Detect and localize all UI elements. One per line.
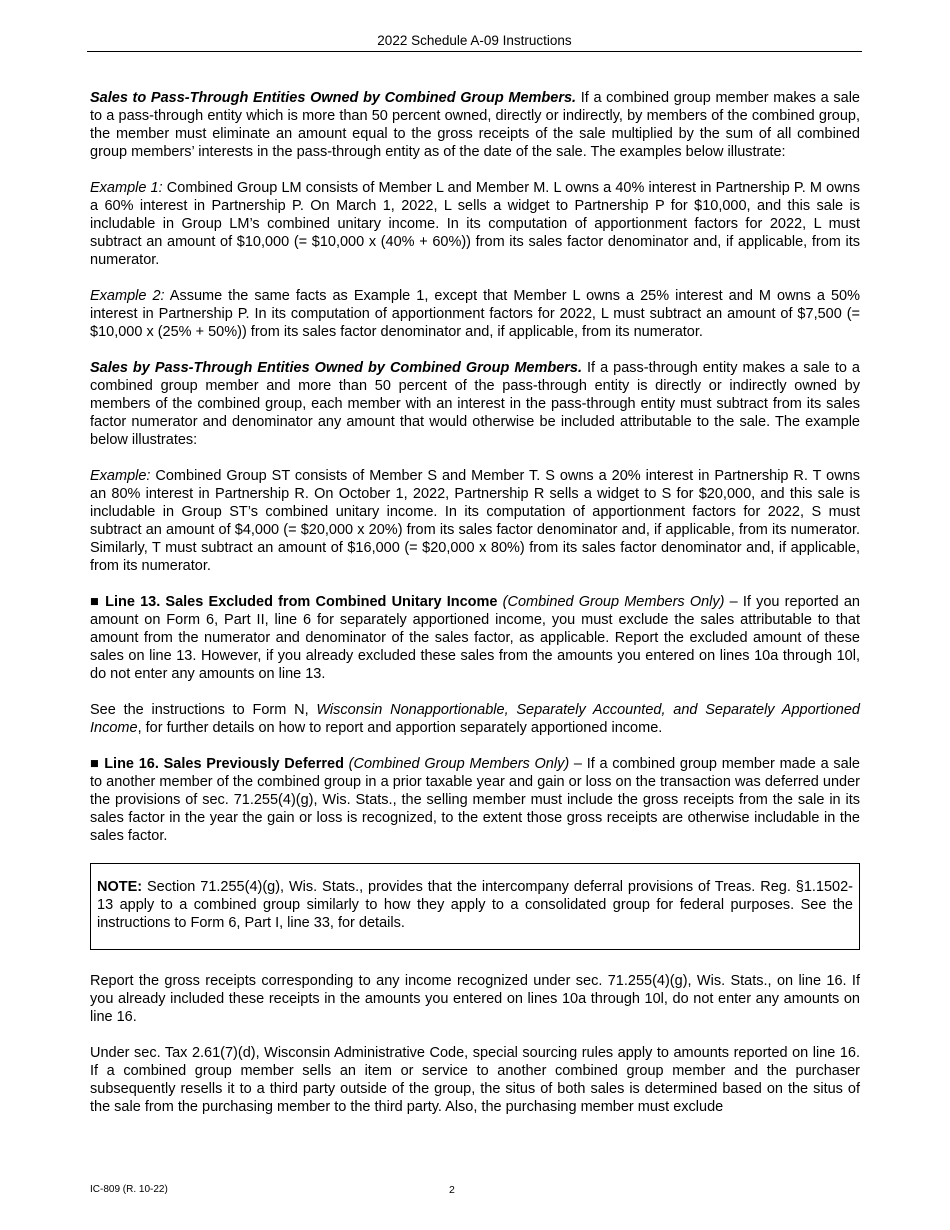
example-3 — [90, 467, 860, 575]
example-2 — [90, 287, 860, 341]
line-heading: ■ Line 13. Sales Excluded from Combined Unitary Income — [90, 594, 498, 610]
note-box — [90, 863, 860, 950]
form-n-reference — [90, 701, 860, 737]
example-label: Example: — [90, 468, 151, 484]
line-qualifier: (Combined Group Members Only) — [343, 756, 570, 772]
note-paragraph — [97, 878, 853, 932]
line-16-section — [90, 755, 860, 845]
example-text: Combined Group LM consists of Member L and Member M. L owns a 40% interest in Partnership P. M owns a 60% interest in Partnership P. On March 1, 2022, L sells a widget to Partnership P for $10,000, and this sale is includable in Group LM’s combined unitary income. In its computation of apportionment factors for 2022, L must subtract an amount of $10,000 (= $10,000 x (40% + 60%)) from its sales factor denominator and, if applicable, from its numerator. — [90, 180, 860, 268]
section-heading: Sales by Pass-Through Entities Owned by Combined Group Members. — [90, 360, 583, 376]
example-text: Assume the same facts as Example 1, except that Member L owns a 25% interest and M owns a 50% interest in Partnership P. In its computation of apportionment factors for 2022, L must subtract an amount of $7,500 (= $10,000 x (25% + 50%)) from its sales factor denominator and, if applicable, from its numerator. — [90, 288, 860, 340]
sourcing-paragraph — [90, 1044, 860, 1116]
note-text: Section 71.255(4)(g), Wis. Stats., provides that the intercompany deferral provisions of Treas. Reg. §1.1502-13 apply to a combined group similarly to how they apply to a consolidated group for federal purposes. See the instructions to Form 6, Part I, line 33, for details. — [97, 879, 853, 931]
example-label: Example 1: — [90, 180, 163, 196]
section-sales-by-pte — [90, 359, 860, 449]
report-paragraph — [90, 972, 860, 1026]
example-text: Combined Group ST consists of Member S and Member T. S owns a 20% interest in Partnership R. T owns an 80% interest in Partnership R. On October 1, 2022, Partnership R sells a widget to S for $20,000, and this sale is includable in Group ST’s combined unitary income. In its computation of apportionment factors for 2022, S must subtract an amount of $4,000 (= $20,000 x 20%) from its sales factor denominator and, if applicable, from its numerator. Similarly, T must subtract an amount of $16,000 (= $20,000 x 80%) from its sales factor denominator and, if applicable, from its numerator. — [90, 468, 860, 574]
form-n-title: Wisconsin Nonapportionable, Separately Accounted, and Separately Apportioned Income — [90, 702, 860, 736]
sourcing-text: Under sec. Tax 2.61(7)(d), Wisconsin Administrative Code, special sourcing rules apply to amounts reported on line 16. If a combined group member sells an item or service to another combined group member and the purchaser subsequently resells it to a third party outside of the group, the situs of both sales is determined based on the situs of the sale from the purchasing member to the third party. Also, the purchasing member must exclude — [90, 1045, 860, 1115]
section-sales-to-pte — [90, 89, 860, 161]
section-text: If a combined group member makes a sale to a pass-through entity which is more than 50 percent owned, directly or indirectly, by members of the combined group, the member must eliminate an amount equal to the gross receipts of the sale multiplied by the sum of all combined group members’ interests in the pass-through entity as of the date of the sale. The examples below illustrate: — [90, 90, 860, 160]
line-13-section — [90, 593, 860, 683]
reference-post: , for further details on how to report and apportion separately apportioned income. — [137, 720, 663, 736]
line-heading: ■ Line 16. Sales Previously Deferred — [90, 756, 344, 772]
example-1 — [90, 179, 860, 269]
page-header — [87, 33, 862, 52]
section-heading: Sales to Pass-Through Entities Owned by Combined Group Members. — [90, 90, 577, 106]
line-text: – If a combined group member made a sale to another member of the combined group in a prior taxable year and gain or loss on the transaction was deferred under the provisions of sec. 71.255(4)(g), Wis. Stats., the selling member must include the gross receipts from the sale in its sales factor in the year the gain or loss is recognized, to the extent those gross receipts are otherwise includable in the sales factor. — [90, 756, 860, 844]
line-text: – If you reported an amount on Form 6, Part II, line 6 for separately apportioned income, you must exclude the sales attributable to that amount from the numerator and denominator of the sales factor, as applicable. Report the excluded amount of these sales on line 13. However, if you already excluded these sales from the amounts you entered on lines 10a through 10l, do not enter any amounts on line 13. — [90, 594, 860, 682]
report-text: Report the gross receipts corresponding to any income recognized under sec. 71.255(4)(g), Wis. Stats., on line 16. If you already included these receipts in the amounts you entered on lines 10a through 10l, do not enter any amounts on line 16. — [90, 973, 860, 1025]
example-label: Example 2: — [90, 288, 165, 304]
section-text: If a pass-through entity makes a sale to a combined group member and more than 50 percent of the pass-through entity is directly or indirectly owned by members of the combined group, each member with an interest in the pass-through entity must subtract from its sales factor numerator and denominator any amount that would otherwise be included attributable to the sale. The example below illustrates: — [90, 360, 860, 448]
note-label: NOTE: — [97, 879, 143, 895]
reference-pre: See the instructions to Form N, — [90, 702, 317, 718]
form-id: IC-809 (R. 10-22) — [90, 1184, 168, 1195]
header-title: 2022 Schedule A-09 Instructions — [377, 33, 572, 48]
line-qualifier: (Combined Group Members Only) — [497, 594, 725, 610]
page-number: 2 — [449, 1184, 455, 1196]
document-body — [90, 89, 860, 1134]
